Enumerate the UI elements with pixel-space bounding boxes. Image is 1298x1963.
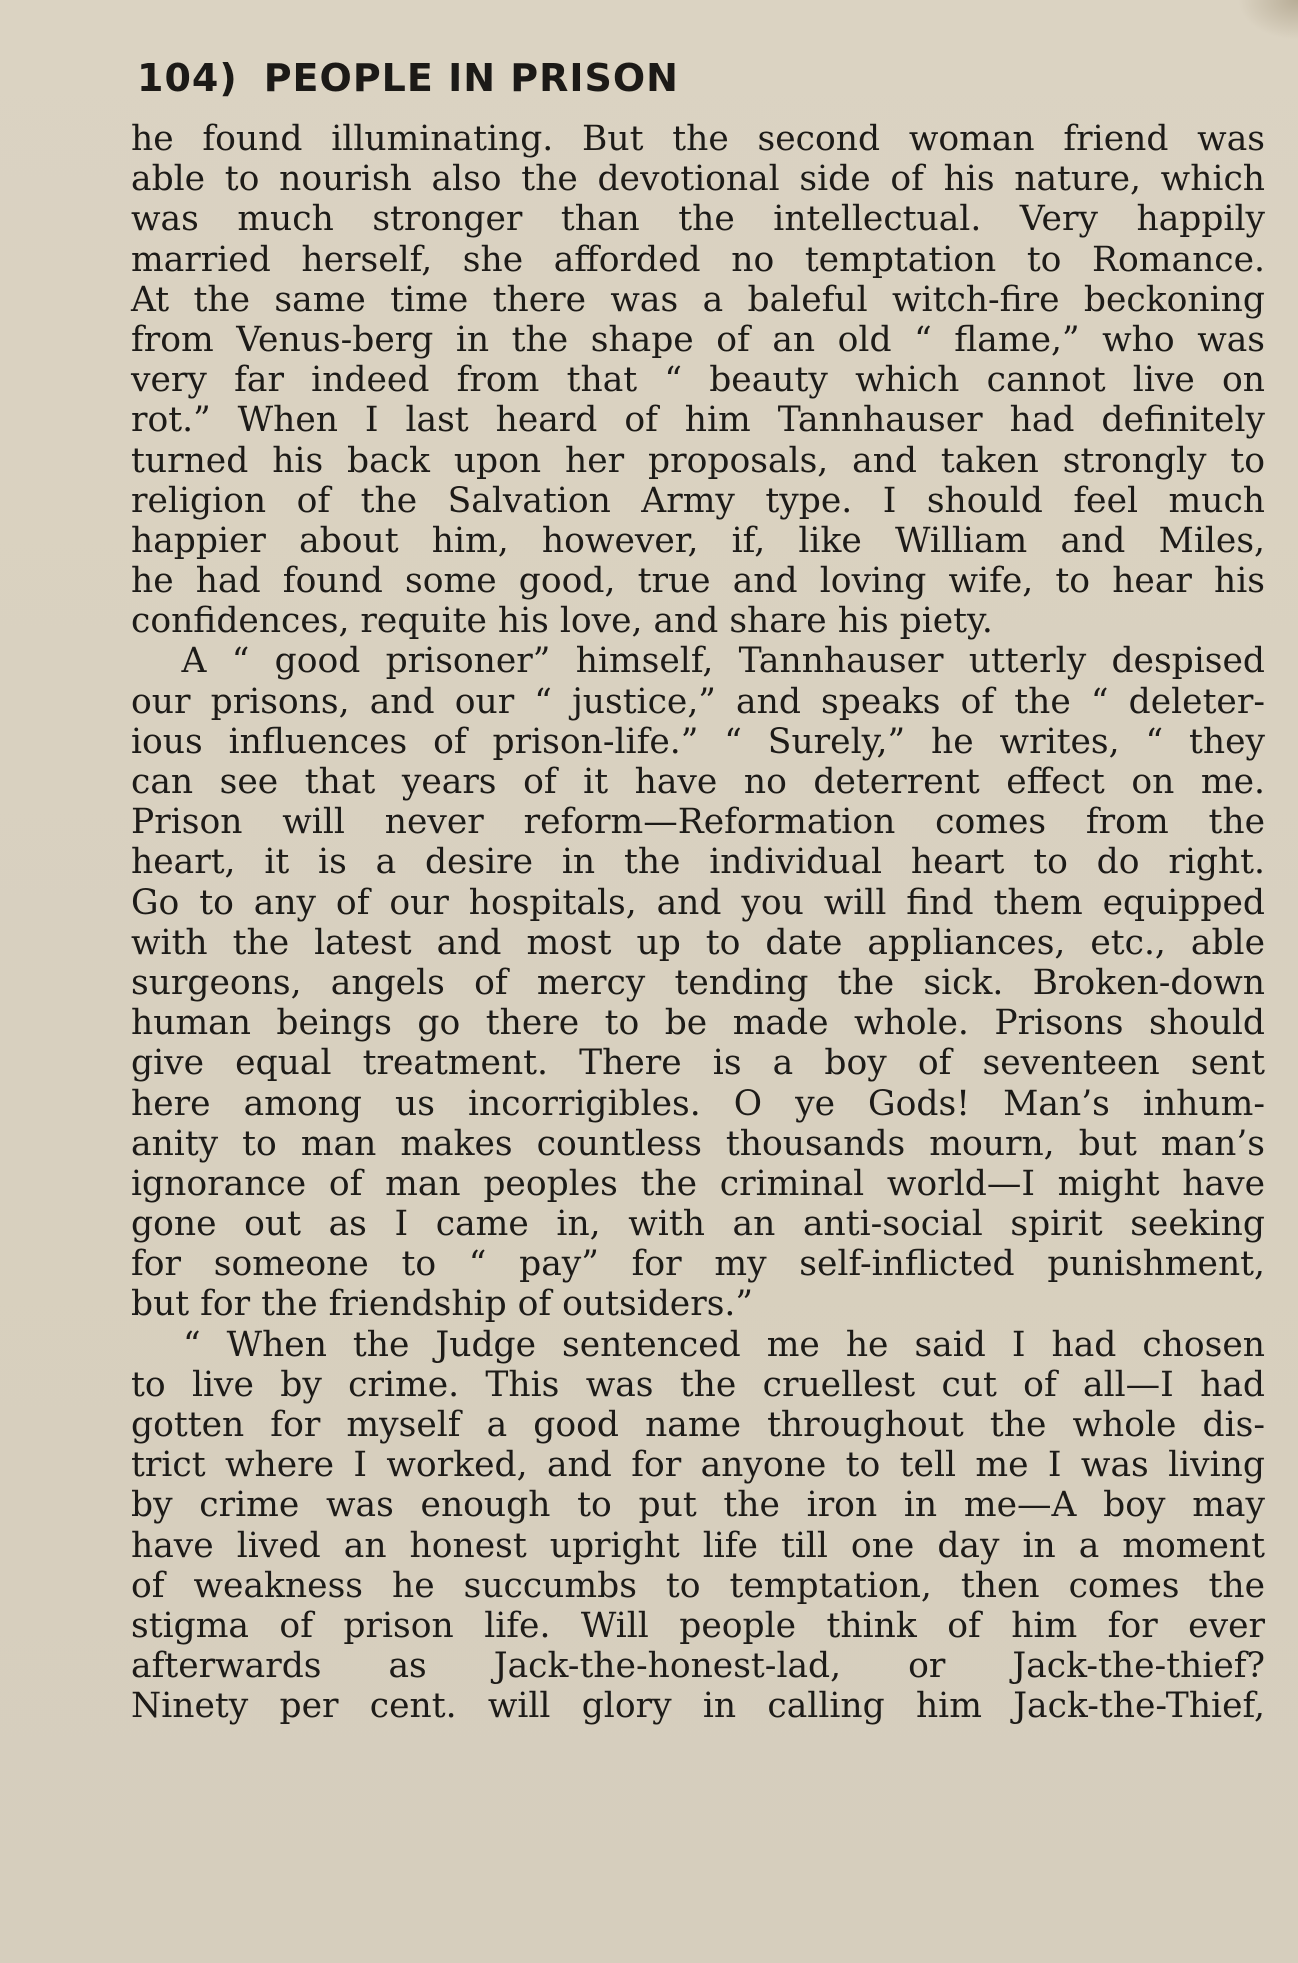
text-line: but for the friendship of outsiders.” bbox=[131, 1284, 754, 1325]
running-header bbox=[137, 56, 679, 100]
text-line: by crime was enough to put the iron in me—A boy may bbox=[131, 1485, 1265, 1526]
text-line: can see that years of it have no deterrent effect on me. bbox=[131, 762, 1265, 802]
text-line: afterwards as Jack-the-honest-lad, or Jack-the-thief? bbox=[131, 1646, 1265, 1687]
text-line: of weakness he succumbs to temptation, then comes the bbox=[131, 1565, 1265, 1606]
text-line: gone out as I came in, with an anti-social spirit seeking bbox=[131, 1204, 1265, 1245]
text-line: from Venus-berg in the shape of an old “ flame,” who was bbox=[131, 319, 1265, 360]
text-line: with the latest and most up to date appliances, etc., able bbox=[131, 922, 1265, 963]
text-line: trict where I worked, and for anyone to tell me I was living bbox=[131, 1445, 1265, 1486]
body-text bbox=[131, 119, 1265, 1727]
text-line: human beings go there to be made whole. Prisons should bbox=[131, 1003, 1265, 1044]
text-line: for someone to “ pay” for my self-inflicted punishment, bbox=[131, 1244, 1265, 1285]
text-line: turned his back upon her proposals, and taken strongly to bbox=[131, 440, 1265, 481]
text-line: religion of the Salvation Army type. I should feel much bbox=[131, 480, 1265, 521]
text-line: here among us incorrigibles. O ye Gods! Man’s inhum- bbox=[131, 1083, 1265, 1124]
text-line: married herself, she afforded no temptation to Romance. bbox=[131, 239, 1265, 280]
text-line: happier about him, however, if, like William and Miles, bbox=[131, 520, 1265, 561]
page-corner-shadow bbox=[1238, 0, 1298, 40]
text-line: he had found some good, true and loving wife, to hear his bbox=[131, 561, 1265, 602]
text-line: heart, it is a desire in the individual heart to do right. bbox=[131, 842, 1265, 883]
text-line: confidences, requite his love, and share his piety. bbox=[131, 601, 993, 642]
text-line: “ When the Judge sentenced me he said I had chosen bbox=[131, 1324, 1265, 1365]
text-line: ious influences of prison-life.” “ Surely,” he writes, “ they bbox=[131, 721, 1265, 762]
text-line: he found illuminating. But the second woman friend was bbox=[131, 119, 1265, 159]
text-line: anity to man makes countless thousands mourn, but man’s bbox=[131, 1123, 1265, 1164]
text-line: have lived an honest upright life till one day in a moment bbox=[131, 1525, 1265, 1566]
running-title: PEOPLE IN PRISON bbox=[263, 56, 679, 100]
text-line: able to nourish also the devotional side of his nature, which bbox=[131, 159, 1265, 200]
text-line: At the same time there was a baleful witch-fire beckoning bbox=[131, 279, 1265, 320]
page-number: 104) bbox=[137, 56, 238, 100]
text-line: Go to any of our hospitals, and you will find them equipped bbox=[131, 882, 1265, 923]
text-line: our prisons, and our “ justice,” and speaks of the “ deleter- bbox=[131, 681, 1265, 722]
text-line: very far indeed from that “ beauty which cannot live on bbox=[131, 360, 1265, 401]
text-line: Prison will never reform—Reformation comes from the bbox=[131, 802, 1265, 843]
text-line: A “ good prisoner” himself, Tannhauser utterly despised bbox=[131, 641, 1265, 682]
text-line: stigma of prison life. Will people think of him for ever bbox=[131, 1605, 1265, 1646]
text-line: Ninety per cent. will glory in calling him Jack-the-Thief, bbox=[131, 1686, 1265, 1727]
text-line: ignorance of man peoples the criminal world—I might have bbox=[131, 1163, 1265, 1204]
text-line: surgeons, angels of mercy tending the sick. Broken-down bbox=[131, 962, 1265, 1003]
text-line: to live by crime. This was the cruellest cut of all—I had bbox=[131, 1364, 1265, 1405]
text-line: rot.” When I last heard of him Tannhauser had definitely bbox=[131, 400, 1265, 441]
text-line: gotten for myself a good name throughout the whole dis- bbox=[131, 1405, 1265, 1445]
text-line: give equal treatment. There is a boy of seventeen sent bbox=[131, 1043, 1265, 1084]
text-line: was much stronger than the intellectual. Very happily bbox=[131, 199, 1265, 240]
